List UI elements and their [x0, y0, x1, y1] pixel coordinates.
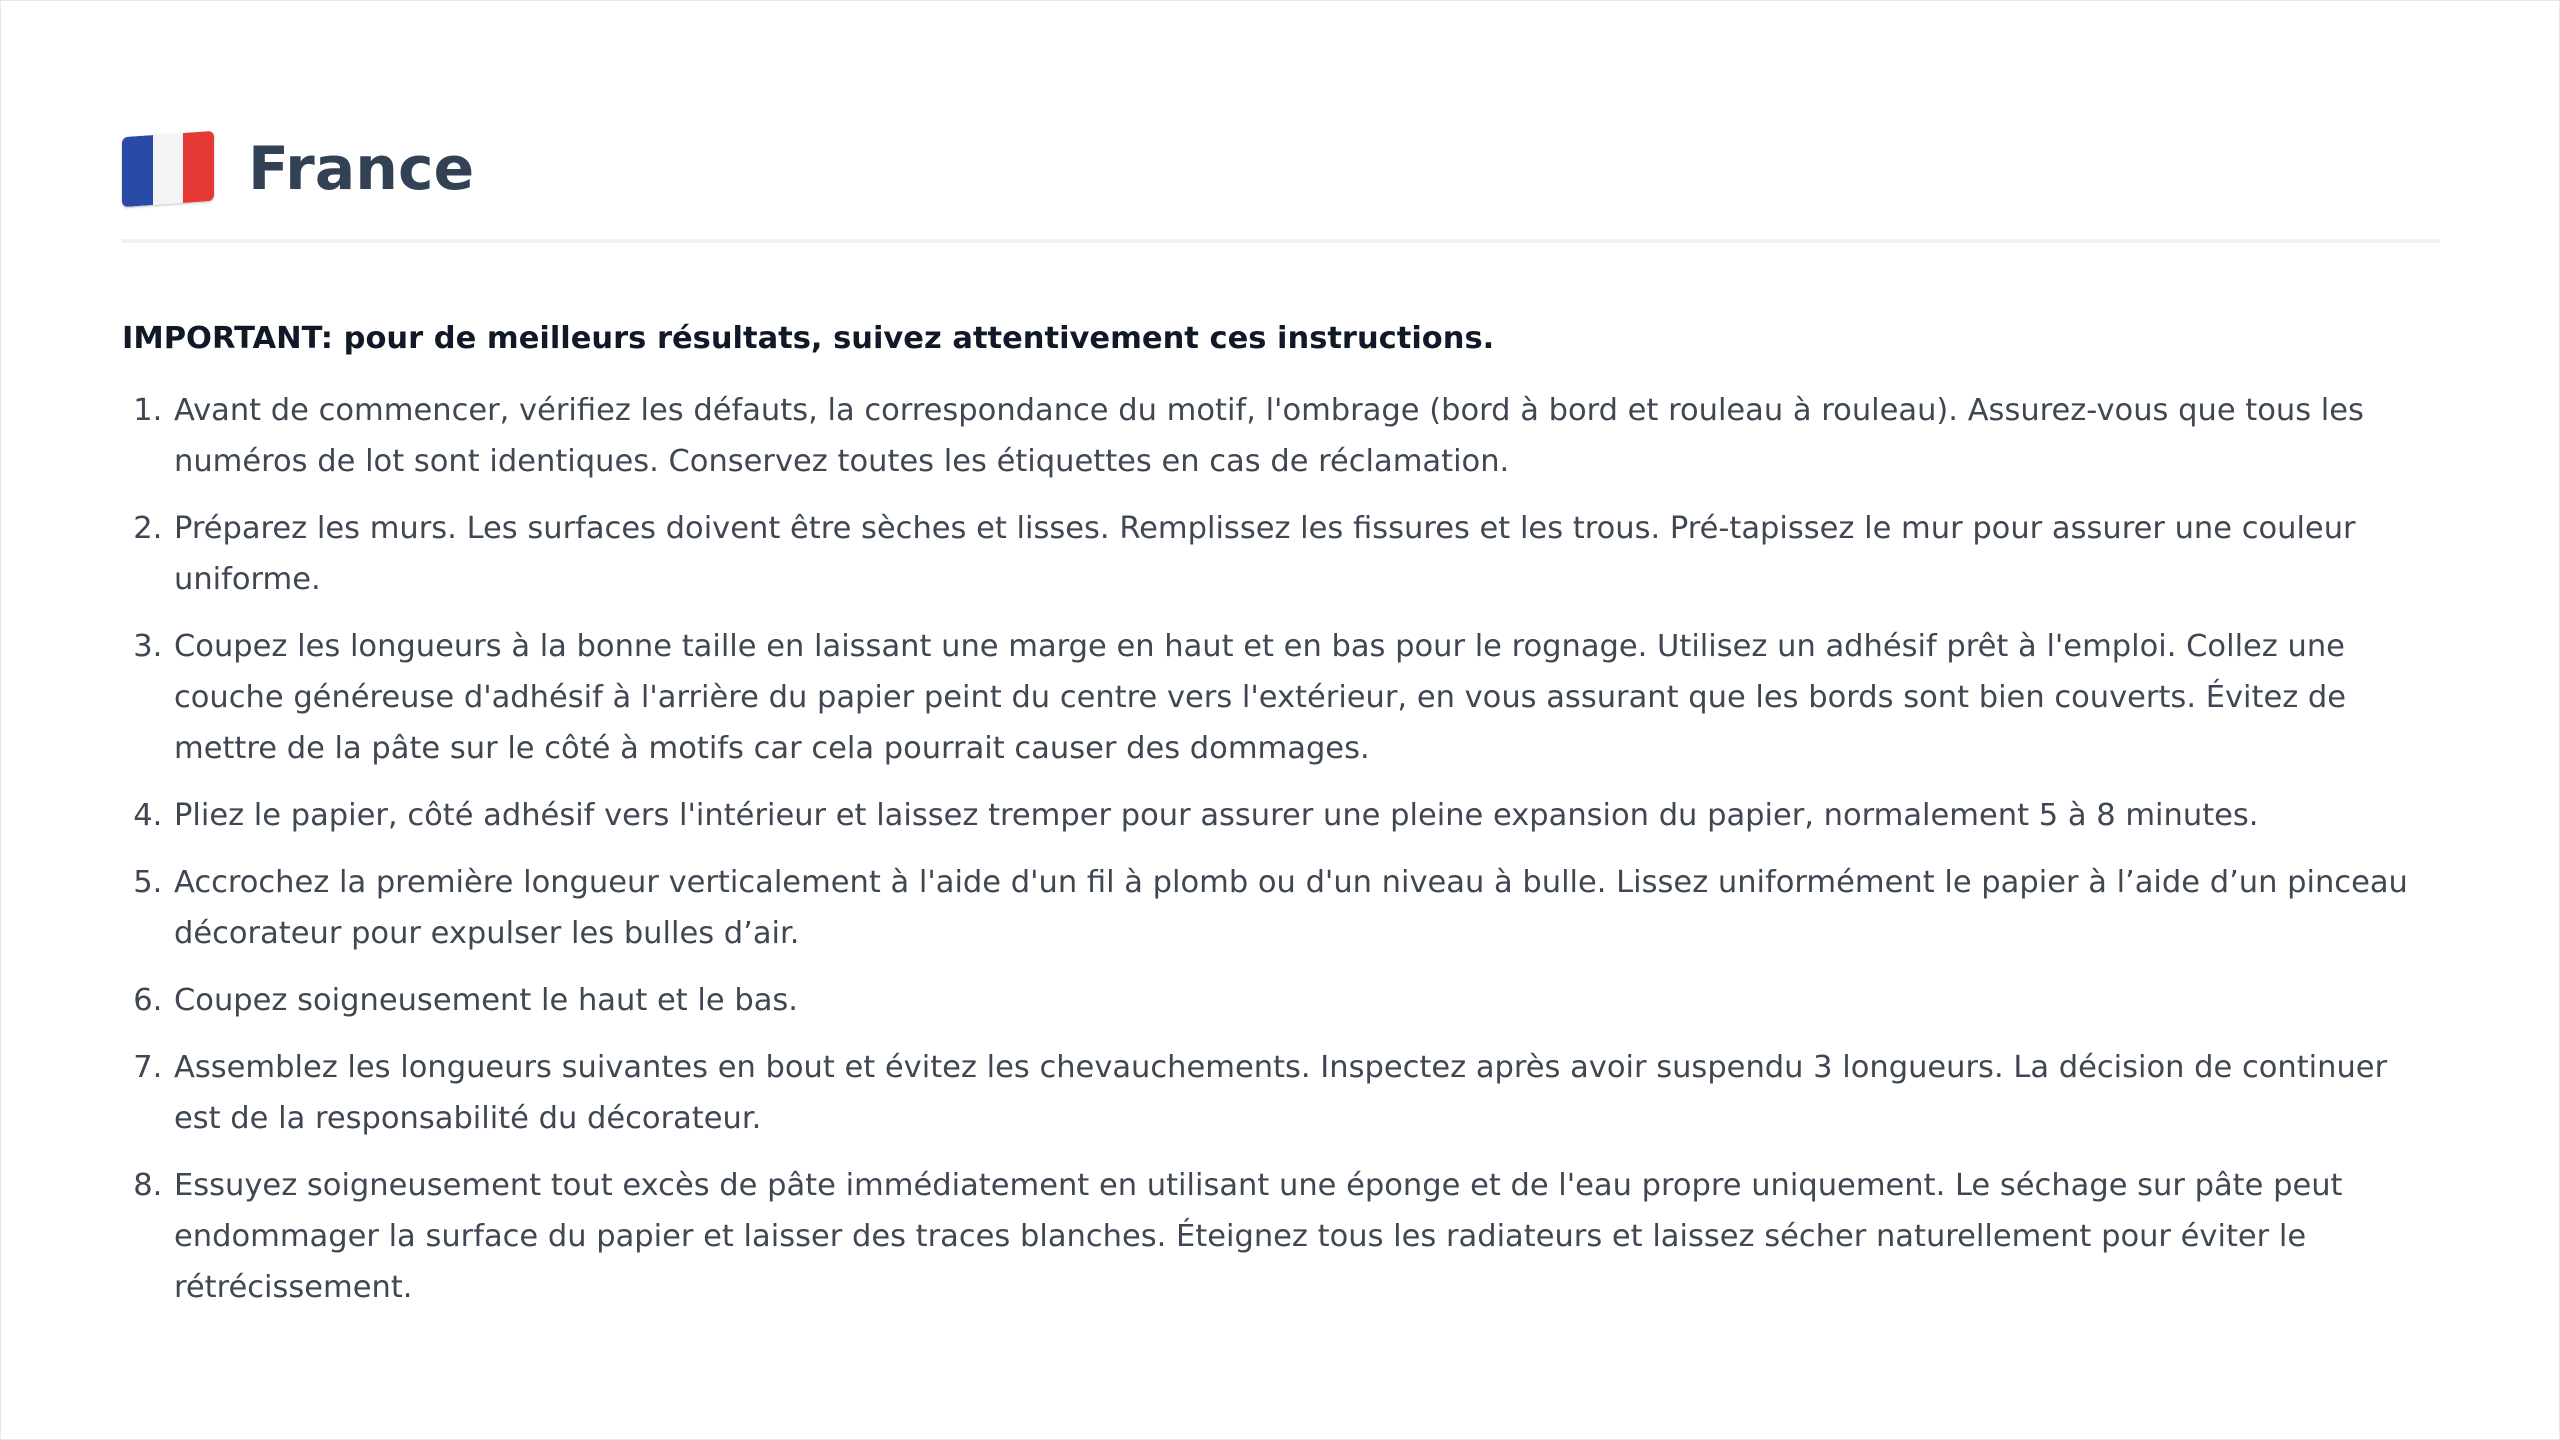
instruction-step: 3. Coupez les longueurs à la bonne taille en laissant une marge en haut et en bas pour le rognage. Utilisez un adhésif prêt à l'emploi. Collez une couche généreuse d'adhésif à l'arrière du papier peint du centre vers l'extérieur, en vous assurant que les bords sont bien couverts. Évitez de mettre de la pâte sur le côté à motifs car cela pourrait causer des dommages.: [172, 621, 2440, 774]
flag-stripe-red: [183, 131, 214, 203]
instruction-step: 4. Pliez le papier, côté adhésif vers l'intérieur et laissez tremper pour assurer une pleine expansion du papier, normalement 5 à 8 minutes.: [172, 790, 2440, 841]
instruction-step: 2. Préparez les murs. Les surfaces doivent être sèches et lisses. Remplissez les fissures et les trous. Pré-tapissez le mur pour assurer une couleur uniforme.: [172, 503, 2440, 605]
important-notice: IMPORTANT: pour de meilleurs résultats, suivez attentivement ces instructions.: [122, 321, 1495, 356]
flag-france-icon: [122, 131, 214, 207]
page-title: France: [248, 134, 475, 204]
instruction-step: 7. Assemblez les longueurs suivantes en bout et évitez les chevauchements. Inspectez après avoir suspendu 3 longueurs. La décision de continuer est de la responsabilité du décorateur.: [172, 1042, 2440, 1144]
flag-stripe-white: [153, 133, 184, 205]
instruction-step: 6. Coupez soigneusement le haut et le bas.: [172, 975, 2440, 1026]
instruction-step: 8. Essuyez soigneusement tout excès de pâte immédiatement en utilisant une éponge et de l'eau propre uniquement. Le séchage sur pâte peut endommager la surface du papier et laisser des traces blanches. Éteignez tous les radiateurs et laissez sécher naturellement pour éviter le rétrécissement.: [172, 1160, 2440, 1313]
flag-stripe-blue: [122, 135, 153, 207]
instruction-step: 1. Avant de commencer, vérifiez les défauts, la correspondance du motif, l'ombrage (bord à bord et rouleau à rouleau). Assurez-vous que tous les numéros de lot sont identiques. Conservez toutes les étiquettes en cas de réclamation.: [172, 385, 2440, 487]
page-header: [122, 121, 2440, 243]
content: [122, 121, 2440, 1329]
instruction-list: [122, 385, 2440, 1313]
instruction-step: 5. Accrochez la première longueur verticalement à l'aide d'un fil à plomb ou d'un niveau à bulle. Lissez uniformément le papier à l’aide d’un pinceau décorateur pour expulser les bulles d’air.: [172, 857, 2440, 959]
